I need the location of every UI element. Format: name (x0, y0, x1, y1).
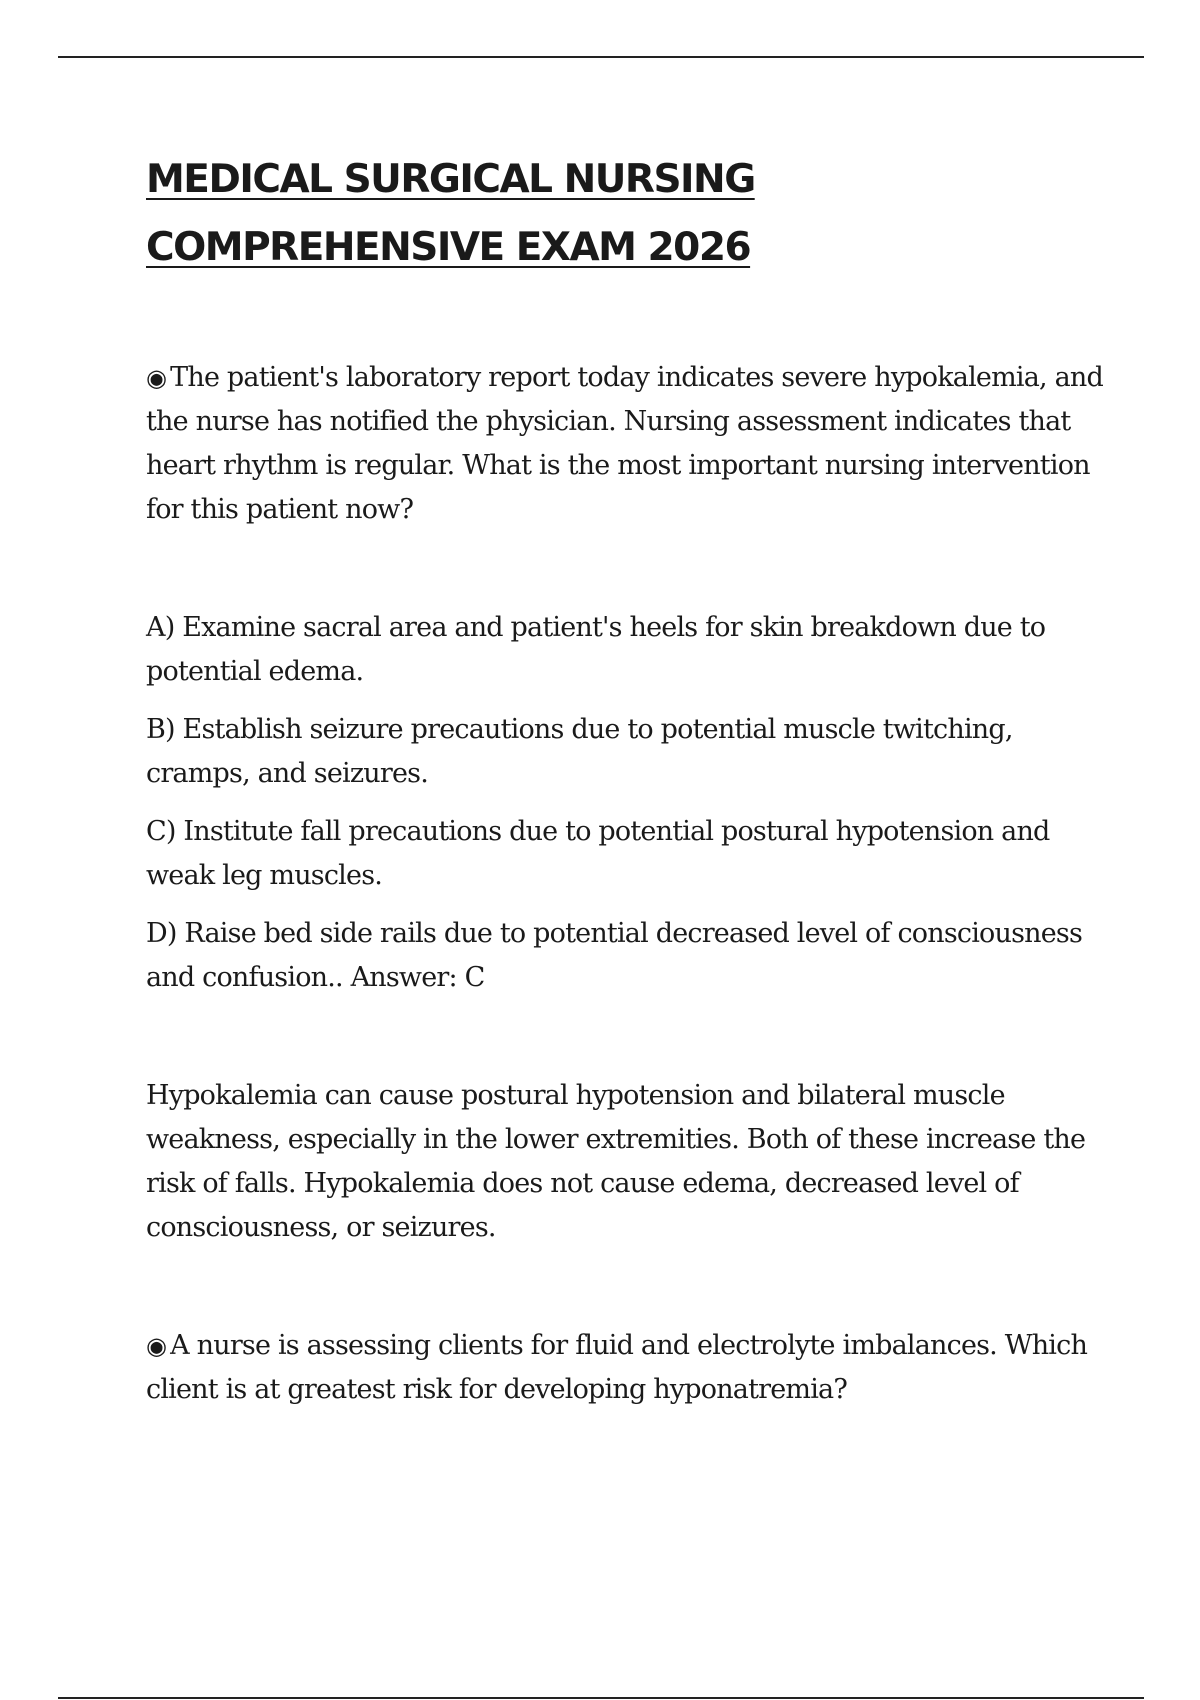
footer-rule (58, 1697, 1144, 1699)
bullet-icon: ◉ (146, 364, 167, 392)
question-1-option-c: C) Institute fall precautions due to potential postural hypotension and weak leg muscles. (146, 816, 1050, 891)
title-line-1: MEDICAL SURGICAL NURSING (146, 157, 755, 202)
question-2 (146, 1324, 1106, 1412)
question-1-option-b: B) Establish seizure precautions due to potential muscle twitching, cramps, and seizures. (146, 714, 1013, 789)
question-2-text: A nurse is assessing clients for fluid and electrolyte imbalances. Which client is at greatest risk for developing hyponatremia? (146, 1330, 1088, 1405)
header-rule (58, 56, 1144, 58)
question-1-explanation: Hypokalemia can cause postural hypotension and bilateral muscle weakness, especially in the lower extremities. Both of these increase the risk of falls. Hypokalemia does not cause edema, decreased level of consciousness, or seizures. (146, 1080, 1086, 1243)
document-title (146, 146, 1106, 282)
bullet-icon: ◉ (146, 1332, 167, 1360)
question-1 (146, 356, 1106, 532)
question-1-option-d: D) Raise bed side rails due to potential decreased level of consciousness and confusion.. Answer: C (146, 918, 1083, 993)
title-line-2: COMPREHENSIVE EXAM 2026 (146, 225, 751, 270)
page-content (146, 146, 1106, 1412)
question-1-option-a: A) Examine sacral area and patient's heels for skin breakdown due to potential edema. (146, 612, 1046, 687)
question-1-text: The patient's laboratory report today indicates severe hypokalemia, and the nurse has notified the physician. Nursing assessment indicates that heart rhythm is regular. What is the most important nursing intervention for this patient now? (146, 362, 1103, 525)
